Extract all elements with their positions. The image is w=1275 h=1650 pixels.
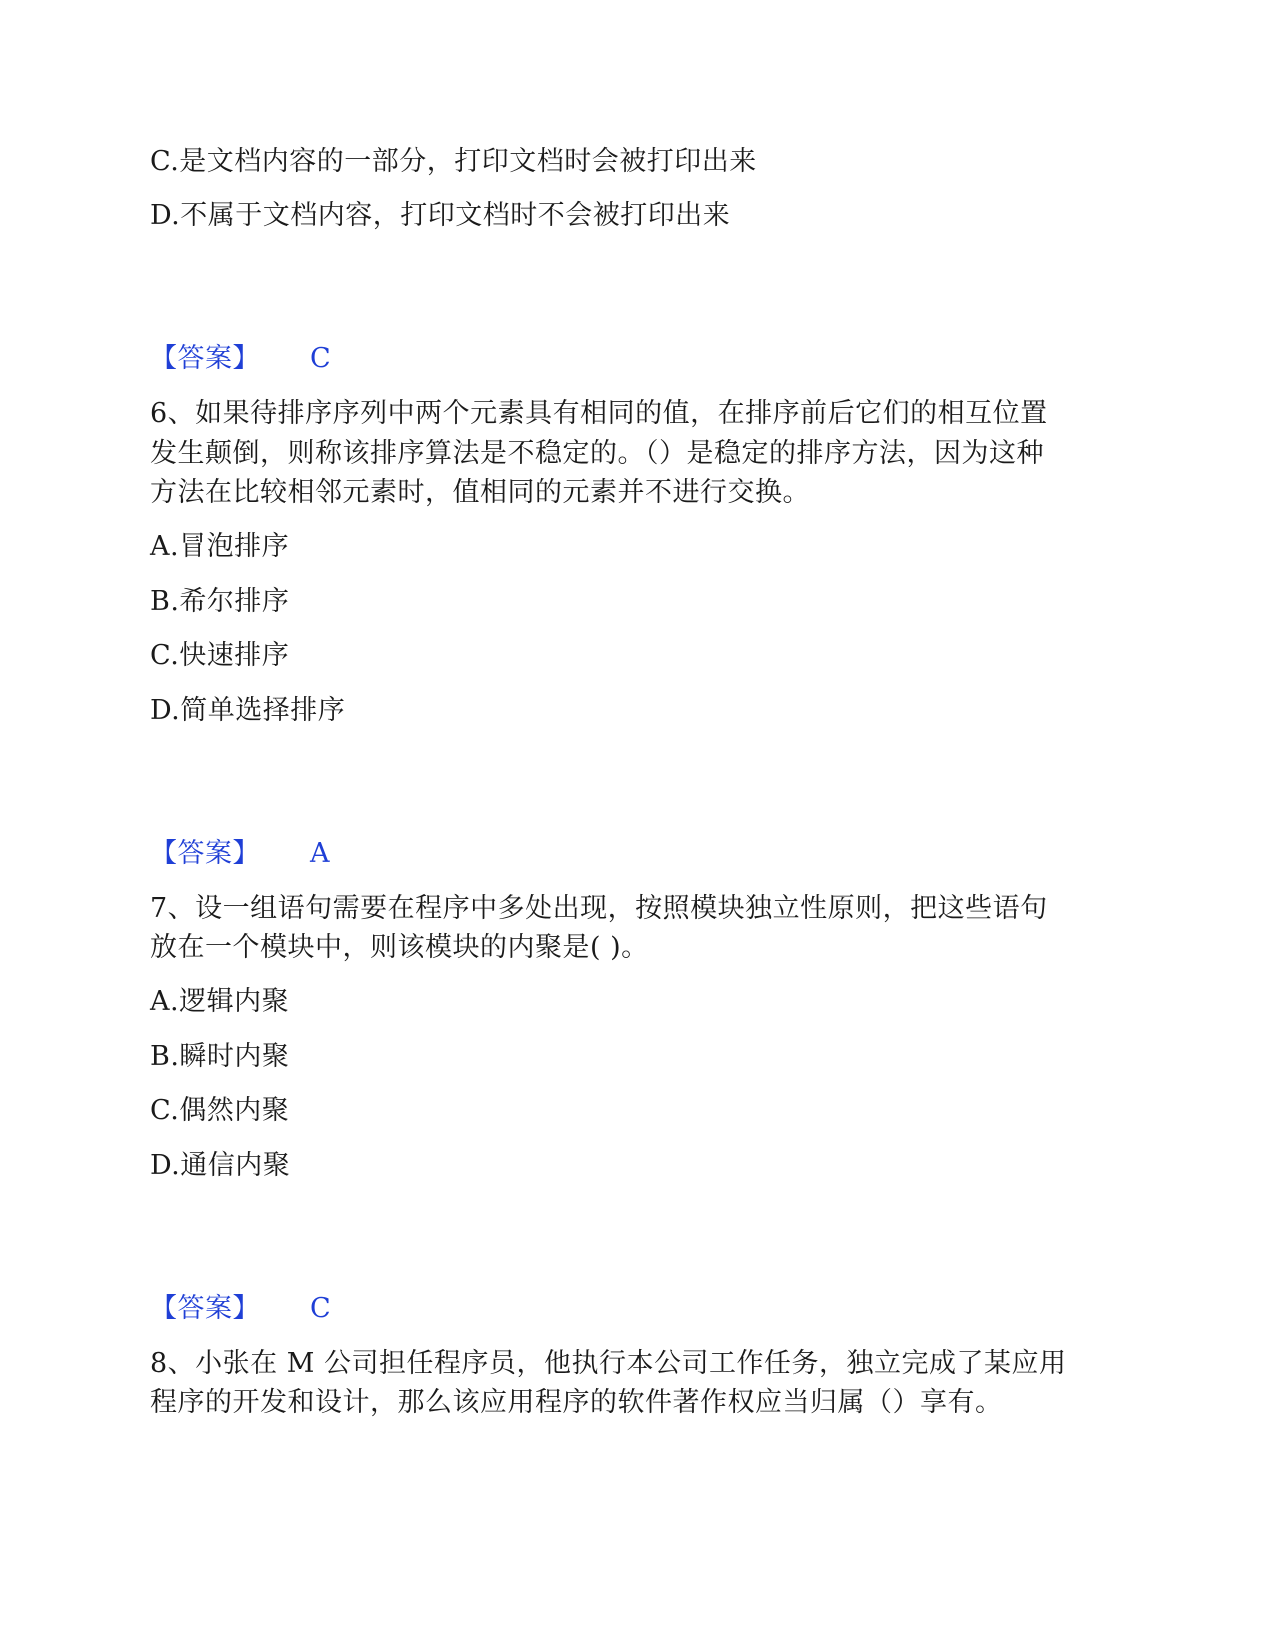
q6-stem-line-1: 6、如果待排序序列中两个元素具有相同的值，在排序前后它们的相互位置 [150,398,1048,429]
q5-answer [150,340,331,378]
q6-option-c: C.快速排序 [150,640,290,671]
answer-label: 【答案】 [150,343,260,374]
answer-label: 【答案】 [150,838,260,869]
q7-stem-line-2: 放在一个模块中，则该模块的内聚是( )。 [150,932,649,963]
answer-value: C [310,343,332,374]
q7-option-d: D.通信内聚 [150,1150,291,1181]
q7-option-a: A.逻辑内聚 [150,986,290,1017]
q6-option-a: A.冒泡排序 [150,531,290,562]
q7-option-c: C.偶然内聚 [150,1095,290,1126]
q6-option-b: B.希尔排序 [150,586,290,617]
answer-value: A [310,838,330,869]
q6-stem-line-2: 发生颠倒，则称该排序算法是不稳定的。（）是稳定的排序方法，因为这种 [150,438,1044,469]
q7-stem-line-1: 7、设一组语句需要在程序中多处出现，按照模块独立性原则，把这些语句 [150,893,1048,924]
q5-option-c: C.是文档内容的一部分，打印文档时会被打印出来 [150,146,757,177]
q6-option-d: D.简单选择排序 [150,695,346,726]
answer-value: C [310,1293,332,1324]
q8-stem-line-1: 8、小张在 M 公司担任程序员，他执行本公司工作任务，独立完成了某应用 [150,1348,1067,1379]
answer-label: 【答案】 [150,1293,260,1324]
q6-answer [150,835,330,873]
q6-stem-line-3: 方法在比较相邻元素时，值相同的元素并不进行交换。 [150,477,810,508]
q7-option-b: B.瞬时内聚 [150,1041,290,1072]
q5-option-d: D.不属于文档内容，打印文档时不会被打印出来 [150,200,731,231]
q8-stem-line-2: 程序的开发和设计，那么该应用程序的软件著作权应当归属（）享有。 [150,1387,1003,1418]
q7-answer [150,1290,331,1328]
